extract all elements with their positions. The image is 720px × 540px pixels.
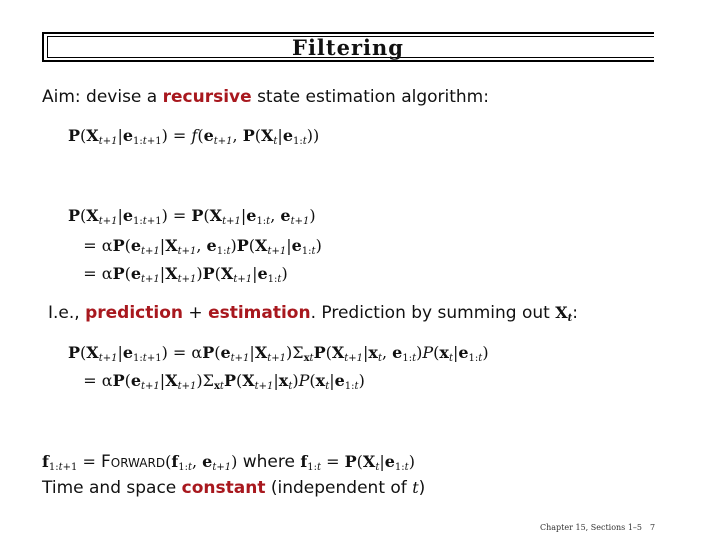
footer-chapter: Chapter 15, Sections 1–5 [540,523,643,532]
ie-colon: : [572,303,578,323]
ie-plus: + [183,303,209,323]
ie-line [48,303,578,324]
time-space-highlight: constant [181,478,266,498]
prediction-line-2: = $\alpha P(e_{t+1}|X_{t+1})\Sigma_{xt}P(X_{t+1}|x_t)P(x_t|e_{1:t})$ [68,371,365,392]
derivation-line-1: $P(X_{t+1}|e_{1:t+1}) = P(X_{t+1}|e_{1:t}$, $e_{t+1}$) [68,206,316,227]
page-title: Filtering [292,35,404,60]
ie-prediction: prediction [85,303,183,323]
time-space-var: t [412,478,419,497]
time-space-prefix: Time and space [42,478,182,498]
forward-func: Forward [100,452,166,472]
time-space-suffix: ) [418,478,426,498]
forward-line [42,452,415,473]
aim-line [42,87,489,107]
title-banner [42,32,654,62]
ie-suffix: . Prediction by summing out [310,303,556,323]
derivation-line-3: = $\alpha P(e_{t+1}|X_{t+1})P(X_{t+1}|e_{1:t})$ [68,264,288,285]
aim-prefix: Aim: devise a [42,87,163,107]
aim-highlight: recursive [162,87,252,107]
footer-page-number: 7 [650,523,656,532]
equation-recursive: $P(X_{t+1}|e_{1:t+1}) = f(e_{t+1}$, $P(X_t|e_{1:t})$) [68,126,320,147]
time-space-middle: (independent of [265,478,413,498]
forward-def: $f_{1:t} = P(X_t|e_{1:t})$ [300,452,415,473]
forward-lhs: $f_{1:t+1}$ = [42,452,101,473]
aim-suffix: state estimation algorithm: [251,87,489,107]
time-space-line [42,478,425,498]
forward-where: where [237,452,301,472]
ie-estimation: estimation [208,303,311,323]
ie-prefix: I.e., [48,303,86,323]
prediction-line-1: $P(X_{t+1}|e_{1:t+1}) = \alpha P(e_{t+1}|X_{t+1})\Sigma_{xt}P(X_{t+1}|x_t$, $e_{1:t})P(x_t|e_{1:t})$ [68,343,489,364]
ie-var: $X_t$ [555,303,573,324]
derivation-line-2: = $\alpha P(e_{t+1}|X_{t+1}$, $e_{1:t})P(X_{t+1}|e_{1:t})$ [68,236,322,257]
forward-args: ($f_{1:t}$, $e_{t+1}$) [165,452,238,473]
